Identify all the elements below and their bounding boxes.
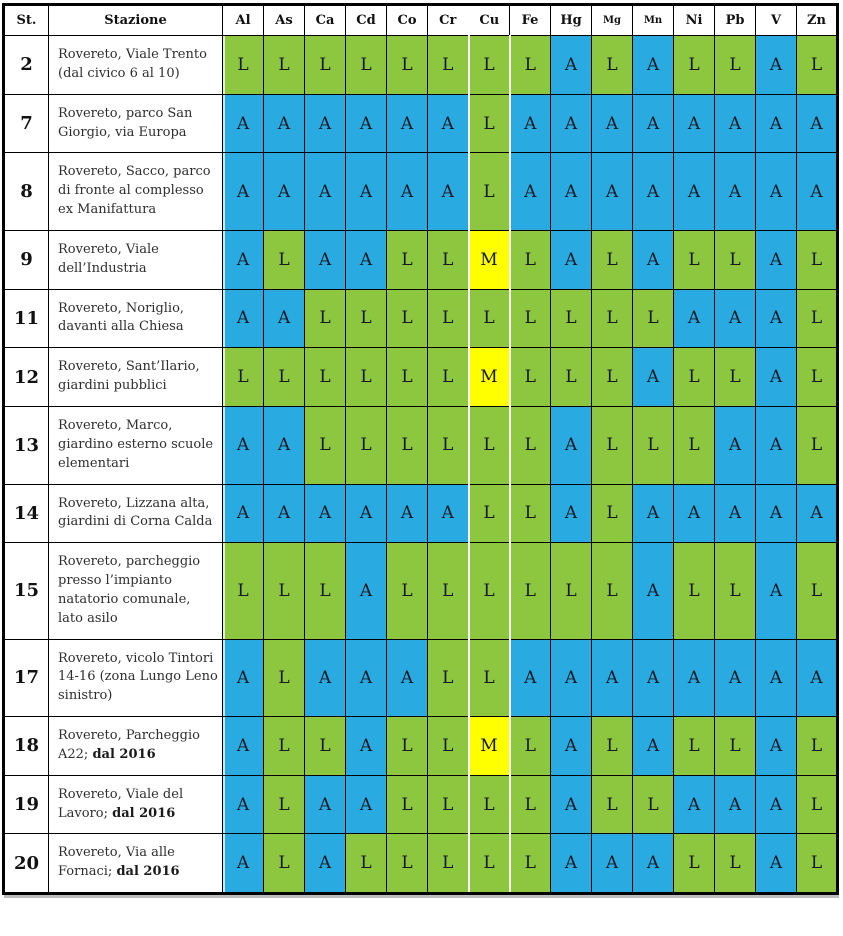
value-cell-cu: L bbox=[469, 289, 510, 348]
value-cell-pb: L bbox=[715, 834, 756, 894]
value-cell-co: L bbox=[387, 543, 428, 639]
value-cell-cu: L bbox=[469, 775, 510, 834]
station-name bbox=[49, 36, 223, 95]
value-cell-co: A bbox=[387, 484, 428, 543]
table-row bbox=[4, 717, 838, 776]
table-row bbox=[4, 36, 838, 95]
value-cell-mg: L bbox=[592, 289, 633, 348]
station-name-text: Rovereto, Sant’Ilario, giardini pubblici bbox=[58, 359, 200, 394]
value-cell-hg: A bbox=[551, 639, 592, 717]
station-name-text: Rovereto, vicolo Tintori 14-16 (zona Lungo Leno sinistro) bbox=[58, 650, 218, 704]
value-cell-al: A bbox=[223, 230, 264, 289]
value-cell-fe: L bbox=[510, 775, 551, 834]
value-cell-mg: L bbox=[592, 543, 633, 639]
column-header-co: Co bbox=[387, 5, 428, 36]
value-cell-v: A bbox=[756, 484, 797, 543]
value-cell-mg: L bbox=[592, 717, 633, 776]
value-cell-cd: A bbox=[346, 717, 387, 776]
station-number: 14 bbox=[4, 484, 49, 543]
value-cell-al: A bbox=[223, 94, 264, 153]
station-number: 19 bbox=[4, 775, 49, 834]
value-cell-ca: L bbox=[305, 717, 346, 776]
value-cell-mn: A bbox=[633, 717, 674, 776]
column-header-cd: Cd bbox=[346, 5, 387, 36]
value-cell-pb: A bbox=[715, 94, 756, 153]
value-cell-fe: L bbox=[510, 289, 551, 348]
table-row bbox=[4, 153, 838, 231]
station-name-text: Rovereto, Noriglio, davanti alla Chiesa bbox=[58, 300, 185, 335]
value-cell-ca: L bbox=[305, 348, 346, 407]
column-header-station-number: St. bbox=[4, 5, 49, 36]
value-cell-ca: L bbox=[305, 543, 346, 639]
value-cell-cu: L bbox=[469, 153, 510, 231]
column-header-al: Al bbox=[223, 5, 264, 36]
value-cell-cd: A bbox=[346, 639, 387, 717]
value-cell-ni: A bbox=[674, 484, 715, 543]
value-cell-hg: A bbox=[551, 484, 592, 543]
value-cell-hg: A bbox=[551, 230, 592, 289]
value-cell-cr: L bbox=[428, 230, 469, 289]
value-cell-co: L bbox=[387, 834, 428, 894]
value-cell-pb: L bbox=[715, 348, 756, 407]
value-cell-ni: L bbox=[674, 348, 715, 407]
value-cell-as: L bbox=[264, 36, 305, 95]
value-cell-v: A bbox=[756, 717, 797, 776]
value-cell-v: A bbox=[756, 94, 797, 153]
value-cell-cd: L bbox=[346, 36, 387, 95]
value-cell-fe: L bbox=[510, 348, 551, 407]
value-cell-fe: A bbox=[510, 94, 551, 153]
value-cell-hg: A bbox=[551, 406, 592, 484]
value-cell-v: A bbox=[756, 406, 797, 484]
value-cell-hg: A bbox=[551, 775, 592, 834]
value-cell-pb: L bbox=[715, 36, 756, 95]
value-cell-mg: A bbox=[592, 153, 633, 231]
value-cell-al: L bbox=[223, 36, 264, 95]
value-cell-v: A bbox=[756, 639, 797, 717]
value-cell-pb: A bbox=[715, 406, 756, 484]
station-name bbox=[49, 775, 223, 834]
station-name-text: Rovereto, Viale Trento (dal civico 6 al 10) bbox=[58, 47, 207, 81]
table-row bbox=[4, 834, 838, 894]
value-cell-al: A bbox=[223, 717, 264, 776]
table-row bbox=[4, 348, 838, 407]
value-cell-pb: A bbox=[715, 484, 756, 543]
value-cell-cu: L bbox=[469, 94, 510, 153]
value-cell-cu: L bbox=[469, 834, 510, 894]
value-cell-hg: A bbox=[551, 153, 592, 231]
value-cell-zn: L bbox=[797, 289, 838, 348]
value-cell-fe: L bbox=[510, 230, 551, 289]
value-cell-ni: A bbox=[674, 639, 715, 717]
value-cell-ni: L bbox=[674, 36, 715, 95]
value-cell-mg: L bbox=[592, 230, 633, 289]
station-name bbox=[49, 94, 223, 153]
value-cell-mg: L bbox=[592, 36, 633, 95]
station-name bbox=[49, 484, 223, 543]
value-cell-cd: L bbox=[346, 406, 387, 484]
table-row bbox=[4, 543, 838, 639]
value-cell-cr: L bbox=[428, 348, 469, 407]
value-cell-zn: L bbox=[797, 834, 838, 894]
column-header-as: As bbox=[264, 5, 305, 36]
column-header-hg: Hg bbox=[551, 5, 592, 36]
station-number: 20 bbox=[4, 834, 49, 894]
value-cell-cu: L bbox=[469, 484, 510, 543]
value-cell-zn: L bbox=[797, 348, 838, 407]
station-name-text: Rovereto, parcheggio presso l’impianto natatorio comunale, lato asilo bbox=[58, 554, 201, 626]
column-header-cr: Cr bbox=[428, 5, 469, 36]
column-header-ca: Ca bbox=[305, 5, 346, 36]
value-cell-ca: A bbox=[305, 230, 346, 289]
station-name bbox=[49, 289, 223, 348]
value-cell-v: A bbox=[756, 230, 797, 289]
station-number: 9 bbox=[4, 230, 49, 289]
value-cell-mn: A bbox=[633, 230, 674, 289]
value-cell-ni: L bbox=[674, 406, 715, 484]
value-cell-cu: L bbox=[469, 36, 510, 95]
header-row bbox=[4, 5, 838, 36]
value-cell-cr: L bbox=[428, 36, 469, 95]
station-name-text: Rovereto, Viale dell’Industria bbox=[58, 241, 159, 276]
station-name-bold-text: dal 2016 bbox=[112, 805, 176, 821]
value-cell-mn: A bbox=[633, 639, 674, 717]
column-header-mn: Mn bbox=[633, 5, 674, 36]
value-cell-ni: A bbox=[674, 289, 715, 348]
value-cell-mn: A bbox=[633, 834, 674, 894]
station-name bbox=[49, 543, 223, 639]
value-cell-hg: A bbox=[551, 94, 592, 153]
value-cell-as: A bbox=[264, 153, 305, 231]
value-cell-zn: L bbox=[797, 543, 838, 639]
value-cell-co: A bbox=[387, 94, 428, 153]
value-cell-fe: L bbox=[510, 834, 551, 894]
station-name-text: Rovereto, Via alle Fornaci; bbox=[58, 845, 175, 880]
station-name bbox=[49, 230, 223, 289]
value-cell-al: L bbox=[223, 348, 264, 407]
value-cell-as: L bbox=[264, 543, 305, 639]
value-cell-mn: A bbox=[633, 36, 674, 95]
value-cell-v: A bbox=[756, 36, 797, 95]
value-cell-co: L bbox=[387, 717, 428, 776]
value-cell-zn: L bbox=[797, 717, 838, 776]
value-cell-cr: A bbox=[428, 153, 469, 231]
station-number: 8 bbox=[4, 153, 49, 231]
value-cell-ca: L bbox=[305, 289, 346, 348]
column-header-ni: Ni bbox=[674, 5, 715, 36]
value-cell-cd: L bbox=[346, 834, 387, 894]
value-cell-cr: L bbox=[428, 639, 469, 717]
value-cell-pb: A bbox=[715, 289, 756, 348]
value-cell-ni: L bbox=[674, 230, 715, 289]
value-cell-hg: L bbox=[551, 289, 592, 348]
value-cell-mg: A bbox=[592, 639, 633, 717]
value-cell-zn: A bbox=[797, 94, 838, 153]
value-cell-cu: L bbox=[469, 543, 510, 639]
value-cell-v: A bbox=[756, 153, 797, 231]
value-cell-hg: L bbox=[551, 348, 592, 407]
value-cell-zn: L bbox=[797, 36, 838, 95]
value-cell-pb: A bbox=[715, 775, 756, 834]
table-row bbox=[4, 94, 838, 153]
value-cell-cd: A bbox=[346, 775, 387, 834]
value-cell-ni: L bbox=[674, 543, 715, 639]
value-cell-cu: M bbox=[469, 717, 510, 776]
value-cell-ni: A bbox=[674, 94, 715, 153]
value-cell-al: A bbox=[223, 775, 264, 834]
station-name bbox=[49, 406, 223, 484]
value-cell-cr: A bbox=[428, 484, 469, 543]
column-header-v: V bbox=[756, 5, 797, 36]
value-cell-mg: L bbox=[592, 484, 633, 543]
value-cell-fe: L bbox=[510, 484, 551, 543]
station-name-bold-text: dal 2016 bbox=[92, 746, 156, 762]
value-cell-cu: L bbox=[469, 406, 510, 484]
value-cell-as: A bbox=[264, 289, 305, 348]
value-cell-ca: A bbox=[305, 834, 346, 894]
value-cell-cd: A bbox=[346, 94, 387, 153]
station-number: 18 bbox=[4, 717, 49, 776]
value-cell-cr: A bbox=[428, 94, 469, 153]
value-cell-cd: L bbox=[346, 289, 387, 348]
value-cell-mn: A bbox=[633, 153, 674, 231]
value-cell-cr: L bbox=[428, 717, 469, 776]
table-row bbox=[4, 484, 838, 543]
station-name bbox=[49, 348, 223, 407]
value-cell-mn: L bbox=[633, 289, 674, 348]
value-cell-al: A bbox=[223, 406, 264, 484]
value-cell-zn: A bbox=[797, 484, 838, 543]
value-cell-cd: A bbox=[346, 153, 387, 231]
value-cell-hg: A bbox=[551, 36, 592, 95]
value-cell-zn: A bbox=[797, 153, 838, 231]
station-name-text: Rovereto, Viale del Lavoro; bbox=[58, 786, 184, 821]
value-cell-hg: L bbox=[551, 543, 592, 639]
station-number: 11 bbox=[4, 289, 49, 348]
value-cell-pb: A bbox=[715, 639, 756, 717]
station-name-text: Rovereto, Parcheggio A22; bbox=[58, 728, 200, 762]
station-name bbox=[49, 834, 223, 894]
table-row bbox=[4, 639, 838, 717]
value-cell-co: L bbox=[387, 289, 428, 348]
value-cell-cr: L bbox=[428, 775, 469, 834]
value-cell-zn: L bbox=[797, 406, 838, 484]
value-cell-ca: A bbox=[305, 153, 346, 231]
value-cell-pb: A bbox=[715, 153, 756, 231]
value-cell-co: L bbox=[387, 230, 428, 289]
value-cell-mg: A bbox=[592, 94, 633, 153]
value-cell-cr: L bbox=[428, 543, 469, 639]
station-number: 7 bbox=[4, 94, 49, 153]
value-cell-cd: A bbox=[346, 230, 387, 289]
value-cell-mn: A bbox=[633, 484, 674, 543]
value-cell-al: A bbox=[223, 484, 264, 543]
station-number: 17 bbox=[4, 639, 49, 717]
value-cell-al: L bbox=[223, 543, 264, 639]
value-cell-v: A bbox=[756, 289, 797, 348]
station-name-text: Rovereto, Lizzana alta, giardini di Corna Calda bbox=[58, 495, 213, 530]
value-cell-mn: L bbox=[633, 775, 674, 834]
column-header-mg: Mg bbox=[592, 5, 633, 36]
value-cell-as: L bbox=[264, 775, 305, 834]
value-cell-ca: A bbox=[305, 775, 346, 834]
station-name-bold-text: dal 2016 bbox=[116, 864, 180, 880]
value-cell-mg: L bbox=[592, 348, 633, 407]
value-cell-al: A bbox=[223, 834, 264, 894]
value-cell-co: A bbox=[387, 639, 428, 717]
table-row bbox=[4, 230, 838, 289]
value-cell-ca: L bbox=[305, 406, 346, 484]
value-cell-ni: L bbox=[674, 834, 715, 894]
value-cell-as: L bbox=[264, 230, 305, 289]
value-cell-fe: L bbox=[510, 717, 551, 776]
value-cell-mn: A bbox=[633, 543, 674, 639]
value-cell-ca: A bbox=[305, 484, 346, 543]
value-cell-as: A bbox=[264, 406, 305, 484]
station-name bbox=[49, 153, 223, 231]
value-cell-v: A bbox=[756, 834, 797, 894]
value-cell-cu: L bbox=[469, 639, 510, 717]
value-cell-ni: L bbox=[674, 717, 715, 776]
value-cell-cu: M bbox=[469, 230, 510, 289]
value-cell-al: A bbox=[223, 153, 264, 231]
table-row bbox=[4, 775, 838, 834]
value-cell-cd: L bbox=[346, 348, 387, 407]
station-name-text: Rovereto, parco San Giorgio, via Europa bbox=[58, 105, 193, 140]
value-cell-mn: L bbox=[633, 406, 674, 484]
value-cell-hg: A bbox=[551, 717, 592, 776]
table-row bbox=[4, 289, 838, 348]
value-cell-zn: L bbox=[797, 230, 838, 289]
value-cell-ni: A bbox=[674, 153, 715, 231]
value-cell-zn: L bbox=[797, 775, 838, 834]
value-cell-cr: L bbox=[428, 406, 469, 484]
value-cell-ca: A bbox=[305, 94, 346, 153]
value-cell-co: L bbox=[387, 775, 428, 834]
value-cell-co: L bbox=[387, 36, 428, 95]
value-cell-fe: A bbox=[510, 639, 551, 717]
value-cell-as: L bbox=[264, 348, 305, 407]
column-header-cu: Cu bbox=[469, 5, 510, 36]
station-name bbox=[49, 717, 223, 776]
value-cell-pb: L bbox=[715, 230, 756, 289]
station-number: 15 bbox=[4, 543, 49, 639]
value-cell-mg: L bbox=[592, 775, 633, 834]
value-cell-cu: M bbox=[469, 348, 510, 407]
value-cell-fe: L bbox=[510, 406, 551, 484]
value-cell-ca: A bbox=[305, 639, 346, 717]
value-cell-as: A bbox=[264, 94, 305, 153]
value-cell-pb: L bbox=[715, 717, 756, 776]
value-cell-v: A bbox=[756, 775, 797, 834]
metals-status-table bbox=[2, 3, 839, 895]
value-cell-cr: L bbox=[428, 289, 469, 348]
value-cell-al: A bbox=[223, 289, 264, 348]
value-cell-al: A bbox=[223, 639, 264, 717]
station-name-text: Rovereto, Sacco, parco di fronte al complesso ex Manifattura bbox=[58, 164, 211, 218]
value-cell-v: A bbox=[756, 543, 797, 639]
value-cell-zn: A bbox=[797, 639, 838, 717]
value-cell-co: L bbox=[387, 348, 428, 407]
value-cell-mn: A bbox=[633, 348, 674, 407]
value-cell-co: A bbox=[387, 153, 428, 231]
value-cell-cd: A bbox=[346, 543, 387, 639]
station-name-text: Rovereto, Marco, giardino esterno scuole elementari bbox=[58, 417, 214, 471]
column-header-pb: Pb bbox=[715, 5, 756, 36]
value-cell-cd: A bbox=[346, 484, 387, 543]
value-cell-as: A bbox=[264, 484, 305, 543]
value-cell-pb: L bbox=[715, 543, 756, 639]
value-cell-fe: L bbox=[510, 36, 551, 95]
column-header-zn: Zn bbox=[797, 5, 838, 36]
station-number: 12 bbox=[4, 348, 49, 407]
value-cell-ca: L bbox=[305, 36, 346, 95]
column-header-station-name: Stazione bbox=[49, 5, 223, 36]
station-number: 13 bbox=[4, 406, 49, 484]
value-cell-fe: L bbox=[510, 543, 551, 639]
value-cell-as: L bbox=[264, 717, 305, 776]
value-cell-cr: L bbox=[428, 834, 469, 894]
value-cell-mg: A bbox=[592, 834, 633, 894]
table-row bbox=[4, 406, 838, 484]
column-header-fe: Fe bbox=[510, 5, 551, 36]
value-cell-fe: A bbox=[510, 153, 551, 231]
value-cell-as: L bbox=[264, 639, 305, 717]
value-cell-mn: A bbox=[633, 94, 674, 153]
station-number: 2 bbox=[4, 36, 49, 95]
station-name bbox=[49, 639, 223, 717]
value-cell-co: L bbox=[387, 406, 428, 484]
value-cell-ni: A bbox=[674, 775, 715, 834]
value-cell-v: A bbox=[756, 348, 797, 407]
value-cell-as: L bbox=[264, 834, 305, 894]
value-cell-hg: A bbox=[551, 834, 592, 894]
value-cell-mg: L bbox=[592, 406, 633, 484]
